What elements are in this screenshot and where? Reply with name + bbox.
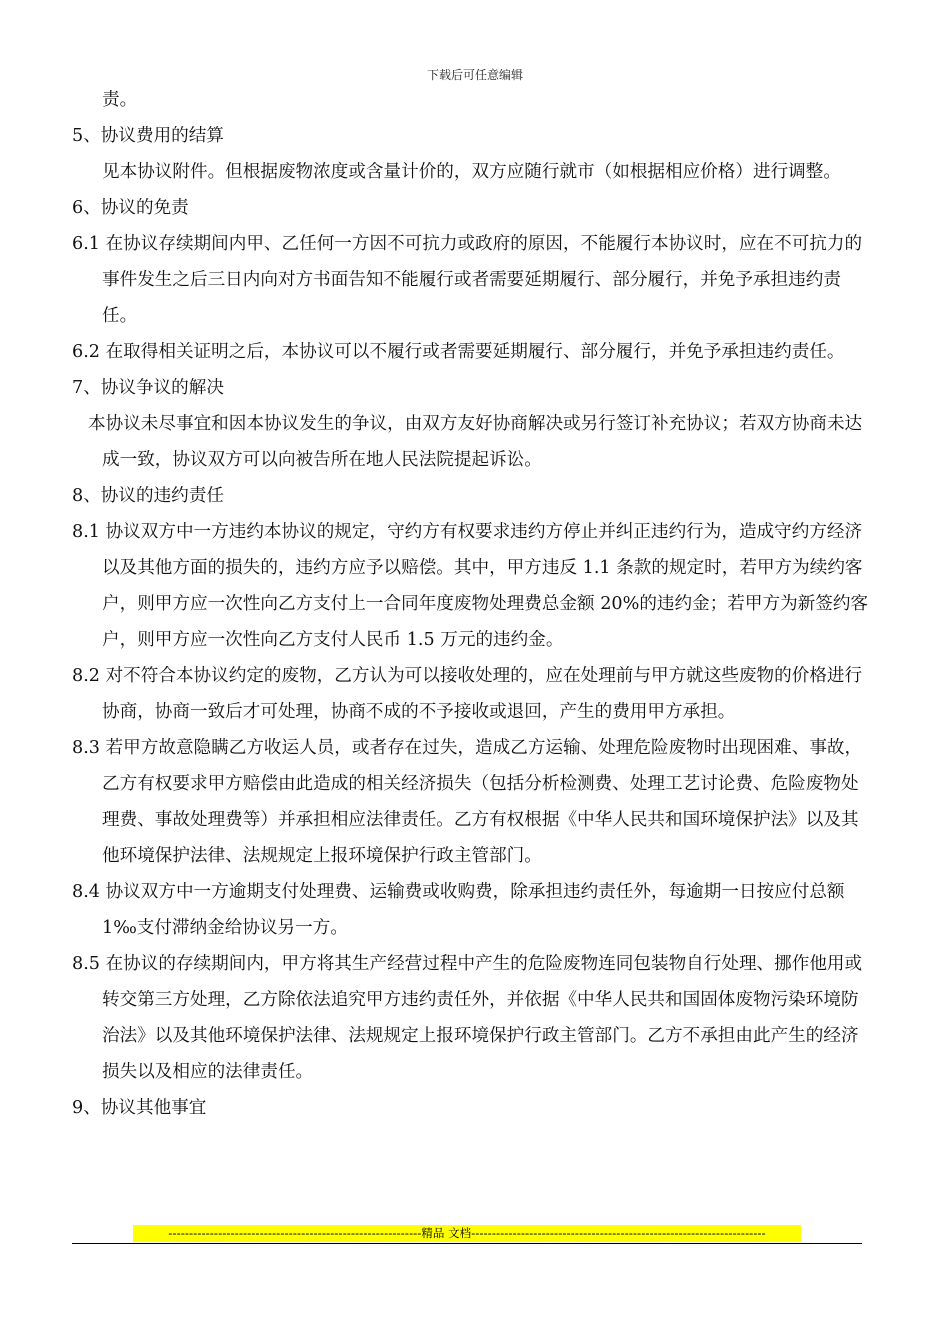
paragraph-continuation: 责。: [102, 90, 138, 110]
paragraph-dispute: 本协议未尽事宜和因本协议发生的争议，由双方友好协商解决或另行签订补充协议；若双方协商未达成一致，协议双方可以向被告所在地人民法院提起诉讼。: [88, 414, 863, 470]
clause-6-2: 6.2 在取得相关证明之后，本协议可以不履行或者需要延期履行、部分履行，并免予承担违约责任。: [72, 342, 845, 362]
clause-8-2: 8.2 对不符合本协议约定的废物，乙方认为可以接收处理的，应在处理前与甲方就这些废物的价格进行协商，协商一致后才可处理，协商不成的不予接收或退回，产生的费用甲方承担。: [72, 666, 863, 722]
section-heading-6: 6、协议的免责: [72, 198, 189, 218]
clause-8-5: 8.5 在协议的存续期间内，甲方将其生产经营过程中产生的危险废物连同包装物自行处理、挪作他用或转交第三方处理，乙方除依法追究甲方违约责任外，并依据《中华人民共和国固体废物污染环境防治法》以及其他环境保护法律、法规规定上报环境保护行政主管部门。乙方不承担由此产生的经济损失以及相应的法律责任。: [72, 954, 863, 1082]
clause-6-1: 6.1 在协议存续期间内甲、乙任何一方因不可抗力或政府的原因，不能履行本协议时，应在不可抗力的事件发生之后三日内向对方书面告知不能履行或者需要延期履行、部分履行，并免予承担违约责任。: [72, 234, 863, 326]
footer-divider: [72, 1243, 862, 1244]
clause-8-4: 8.4 协议双方中一方逾期支付处理费、运输费或收购费，除承担违约责任外，每逾期一日按应付总额 1‰支付滞纳金给协议另一方。: [72, 882, 845, 938]
document-body: [72, 82, 872, 1126]
clause-8-1: 8.1 协议双方中一方违约本协议的规定，守约方有权要求违约方停止并纠正违约行为，造成守约方经济以及其他方面的损失的，违约方应予以赔偿。其中，甲方违反 1.1 条款的规定时，若甲方为续约客户，则甲方应一次性向乙方支付上一合同年度废物处理费总金额 20%的违约金；若甲方为新签约客户，则甲方应一次性向乙方支付人民币 1.5 万元的违约金。: [72, 522, 869, 650]
section-heading-5: 5、协议费用的结算: [72, 126, 224, 146]
clause-8-3: 8.3 若甲方故意隐瞒乙方收运人员，或者存在过失，造成乙方运输、处理危险废物时出现困难、事故，乙方有权要求甲方赔偿由此造成的相关经济损失（包括分析检测费、处理工艺讨论费、危险废物处理费、事故处理费等）并承担相应法律责任。乙方有权根据《中华人民共和国环境保护法》以及其他环境保护法律、法规规定上报环境保护行政主管部门。: [72, 738, 863, 866]
section-heading-8: 8、协议的违约责任: [72, 486, 224, 506]
page-header: 下载后可任意编辑: [426, 68, 523, 82]
footer-banner: -------------------------------------------------------------精品 文档-----------------------------------------------------------------------: [133, 1225, 801, 1242]
paragraph-settlement: 见本协议附件。但根据废物浓度或含量计价的，双方应随行就市（如根据相应价格）进行调整。: [102, 162, 841, 182]
section-heading-9: 9、协议其他事宜: [72, 1098, 207, 1118]
section-heading-7: 7、协议争议的解决: [72, 378, 224, 398]
